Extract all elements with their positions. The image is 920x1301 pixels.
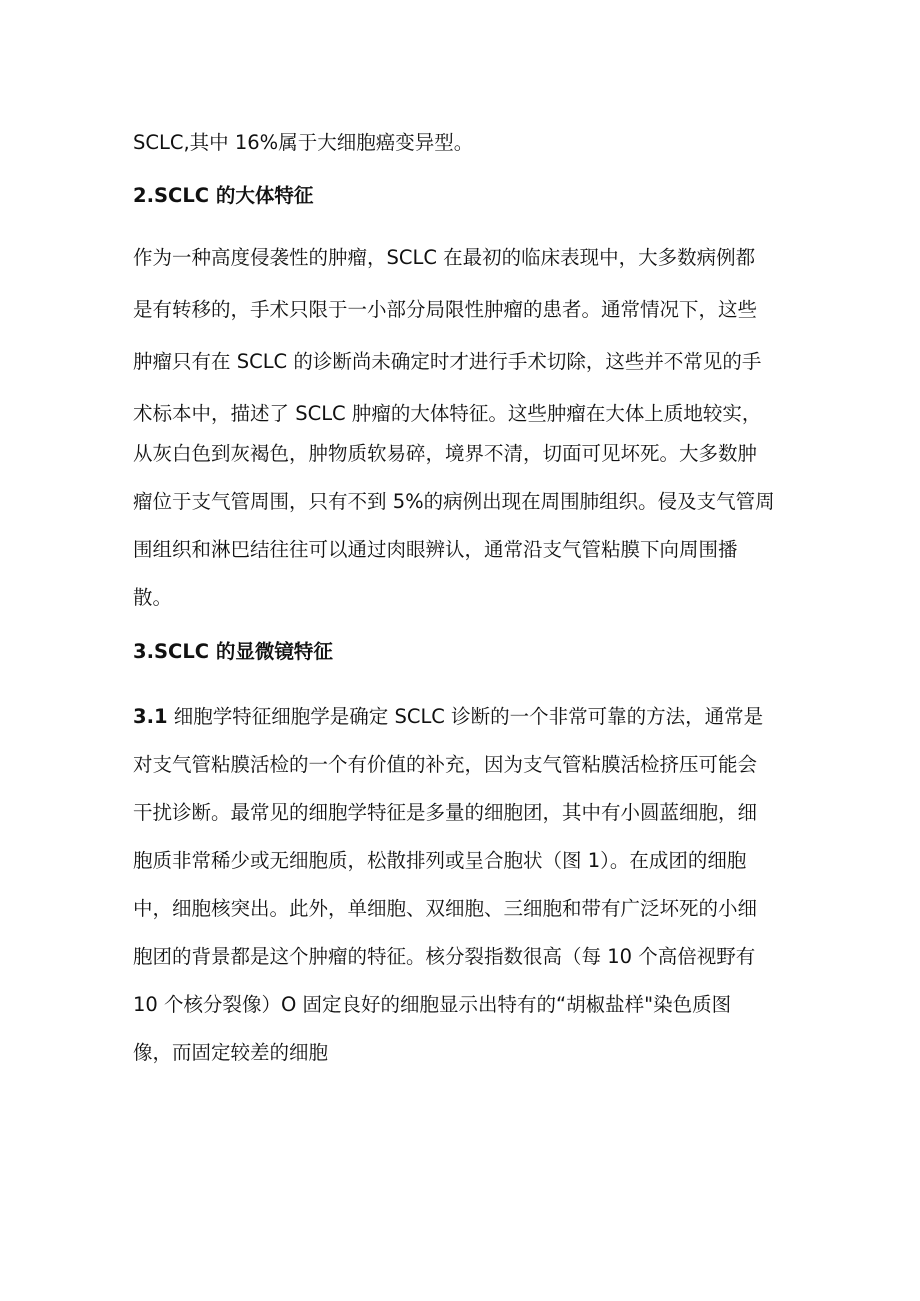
intro-line: SCLC,其中 16%属于大细胞癌变异型。	[133, 131, 474, 154]
section-2-line-2: 是有转移的，手术只限于一小部分局限性肿瘤的患者。通常情况下，这些	[133, 298, 758, 321]
section-2-line-7: 围组织和淋巴结往往可以通过肉眼辨认，通常沿支气管粘膜下向周围播	[133, 538, 738, 561]
section-3-line-5: 中，细胞核突出。此外，单细胞、双细胞、三细胞和带有广泛坏死的小细	[133, 897, 758, 920]
section-3-line-1-text: 细胞学特征细胞学是确定 SCLC 诊断的一个非常可靠的方法，通常是	[167, 705, 764, 728]
section-3-line-8: 像，而固定较差的细胞	[133, 1041, 329, 1064]
section-2-line-1: 作为一种高度侵袭性的肿瘤，SCLC 在最初的临床表现中，大多数病例都	[133, 246, 756, 269]
section-2-line-8: 散。	[133, 586, 173, 609]
section-3-line-6: 胞团的背景都是这个肿瘤的特征。核分裂指数很高（每 10 个高倍视野有	[133, 945, 756, 968]
section-2-heading: 2.SCLC 的大体特征	[133, 184, 314, 207]
section-3-line-2: 对支气管粘膜活检的一个有价值的补充，因为支气管粘膜活检挤压可能会	[133, 753, 758, 776]
section-3-line-4: 胞质非常稀少或无细胞质，松散排列或呈合胞状（图 1）。在成团的细胞	[133, 849, 747, 872]
section-2-line-6: 瘤位于支气管周围，只有不到 5%的病例出现在周围肺组织。侵及支气管周	[133, 490, 775, 513]
section-3-heading: 3.SCLC 的显微镜特征	[133, 640, 333, 663]
section-3-line-3: 干扰诊断。最常见的细胞学特征是多量的细胞团，其中有小圆蓝细胞，细	[133, 801, 758, 824]
section-2-line-3: 肿瘤只有在 SCLC 的诊断尚未确定时才进行手术切除，这些并不常见的手	[133, 350, 762, 373]
subsection-number: 3.1	[133, 705, 168, 728]
section-2-line-4: 术标本中，描述了 SCLC 肿瘤的大体特征。这些肿瘤在大体上质地较实，	[133, 402, 762, 425]
section-3-line-7: 10 个核分裂像）O 固定良好的细胞显示出特有的“胡椒盐样"染色质图	[133, 993, 732, 1016]
section-3-line-1	[133, 703, 763, 731]
section-2-line-5: 从灰白色到灰褐色，肿物质软易碎，境界不清，切面可见坏死。大多数肿	[133, 442, 758, 465]
